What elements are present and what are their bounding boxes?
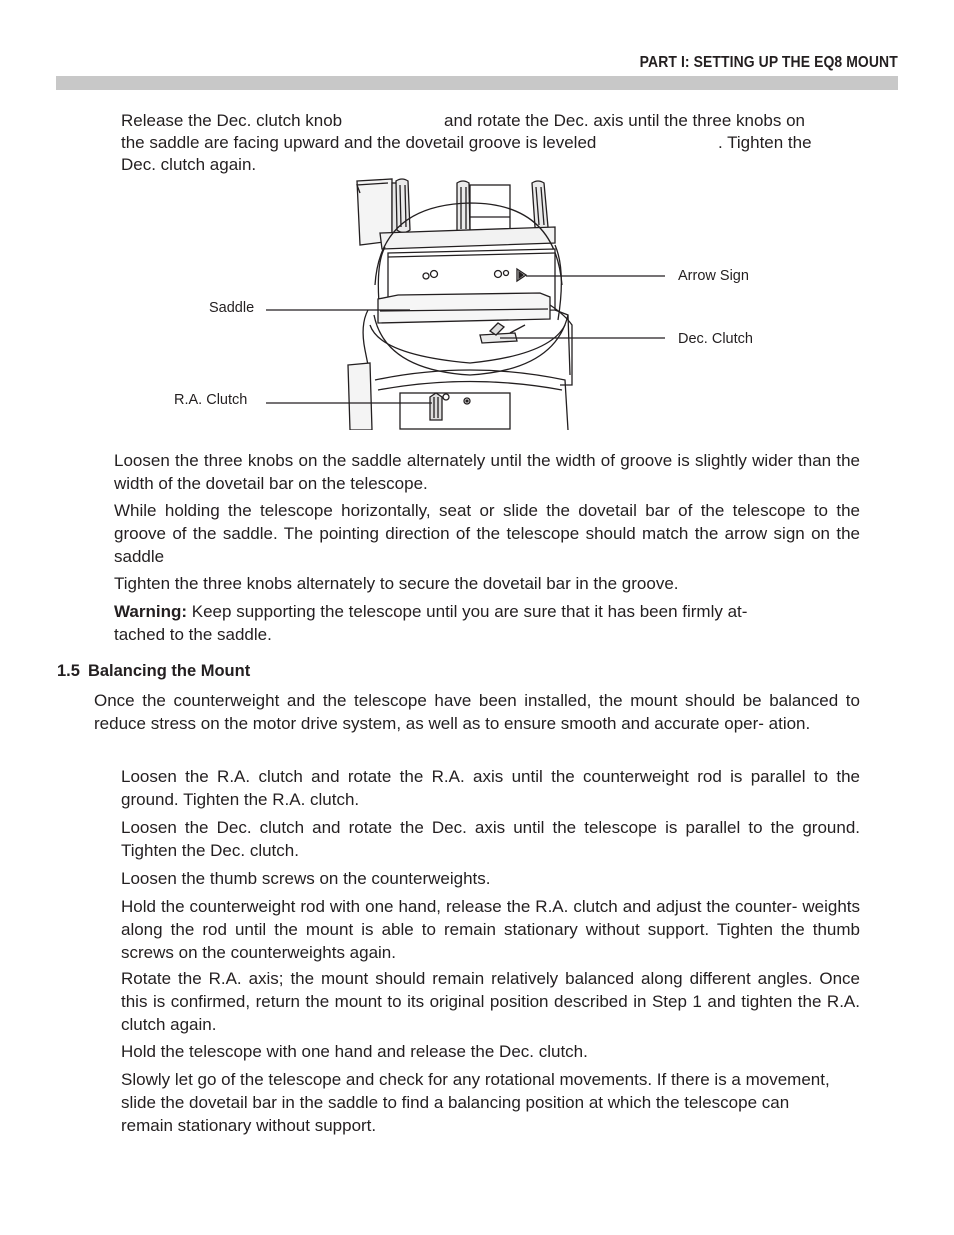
step-release-line1b: and rotate the Dec. axis until the three knobs on	[444, 111, 806, 130]
label-ra-clutch: R.A. Clutch	[174, 392, 248, 408]
step-release-line2b: . Tighten the	[718, 133, 812, 152]
warning-label: Warning:	[114, 602, 188, 621]
label-saddle: Saddle	[209, 300, 255, 316]
step-release-line2a: the saddle are facing upward and the dovetail groove is leveled	[121, 133, 597, 152]
balance-step-5: Rotate the R.A. axis; the mount should remain relatively balanced along different angles. Once this is confirmed, return the mount to its original position described in Step 1 and tighten the R.A. clutch again.	[121, 969, 860, 1034]
mount-illustration	[170, 175, 870, 430]
balance-step-2: Loosen the Dec. clutch and rotate the Dec. axis until the telescope is parallel to the ground. Tighten the Dec. clutch.	[121, 818, 860, 860]
mount-step-3: Tighten the three knobs alternately to secure the dovetail bar in the groove.	[114, 574, 679, 593]
section-intro: Once the counterweight and the telescope have been installed, the mount should be balanced to reduce stress on the motor drive system, as well as to ensure smooth and accurate oper- ation.	[94, 691, 860, 733]
warning-line1: Keep supporting the telescope until you are sure that it has been firmly at-	[191, 602, 748, 621]
step-release-line1a: Release the Dec. clutch knob	[121, 111, 343, 130]
balance-step-4: Hold the counterweight rod with one hand, release the R.A. clutch and adjust the counter- weights along the rod until the mount is able to remain stationary without support. Tighten the thumb screws on the counterweights again.	[121, 897, 860, 962]
section-heading	[57, 662, 258, 681]
balance-step-7: Slowly let go of the telescope and check for any rotational movements. If there is a movement, slide the dovetail bar in the saddle to find a balancing position at which the telescope can remain stationary without support.	[121, 1070, 830, 1135]
step-release-line3: Dec. clutch again.	[121, 155, 257, 174]
page-header-title: PART I: SETTING UP THE EQ8 MOUNT	[639, 54, 898, 71]
section-title: Balancing the Mount	[87, 662, 251, 680]
section-number: 1.5	[57, 662, 80, 680]
balance-step-3: Loosen the thumb screws on the counterweights.	[121, 869, 491, 888]
balance-step-6: Hold the telescope with one hand and release the Dec. clutch.	[121, 1042, 588, 1061]
warning-note	[114, 601, 860, 647]
label-arrow-sign: Arrow Sign	[678, 268, 749, 284]
mount-step-2: While holding the telescope horizontally, seat or slide the dovetail bar of the telescope to the groove of the saddle. The pointing direction of the telescope should match the arrow sign on the saddle	[114, 501, 860, 566]
label-dec-clutch: Dec. Clutch	[678, 331, 753, 347]
warning-line2: tached to the saddle.	[114, 624, 272, 644]
header-rule	[56, 76, 898, 90]
balance-step-1: Loosen the R.A. clutch and rotate the R.A. axis until the counterweight rod is parallel to the ground. Tighten the R.A. clutch.	[121, 767, 860, 809]
mount-step-1: Loosen the three knobs on the saddle alternately until the width of groove is slightly wider than the width of the dovetail bar on the telescope.	[114, 451, 860, 493]
